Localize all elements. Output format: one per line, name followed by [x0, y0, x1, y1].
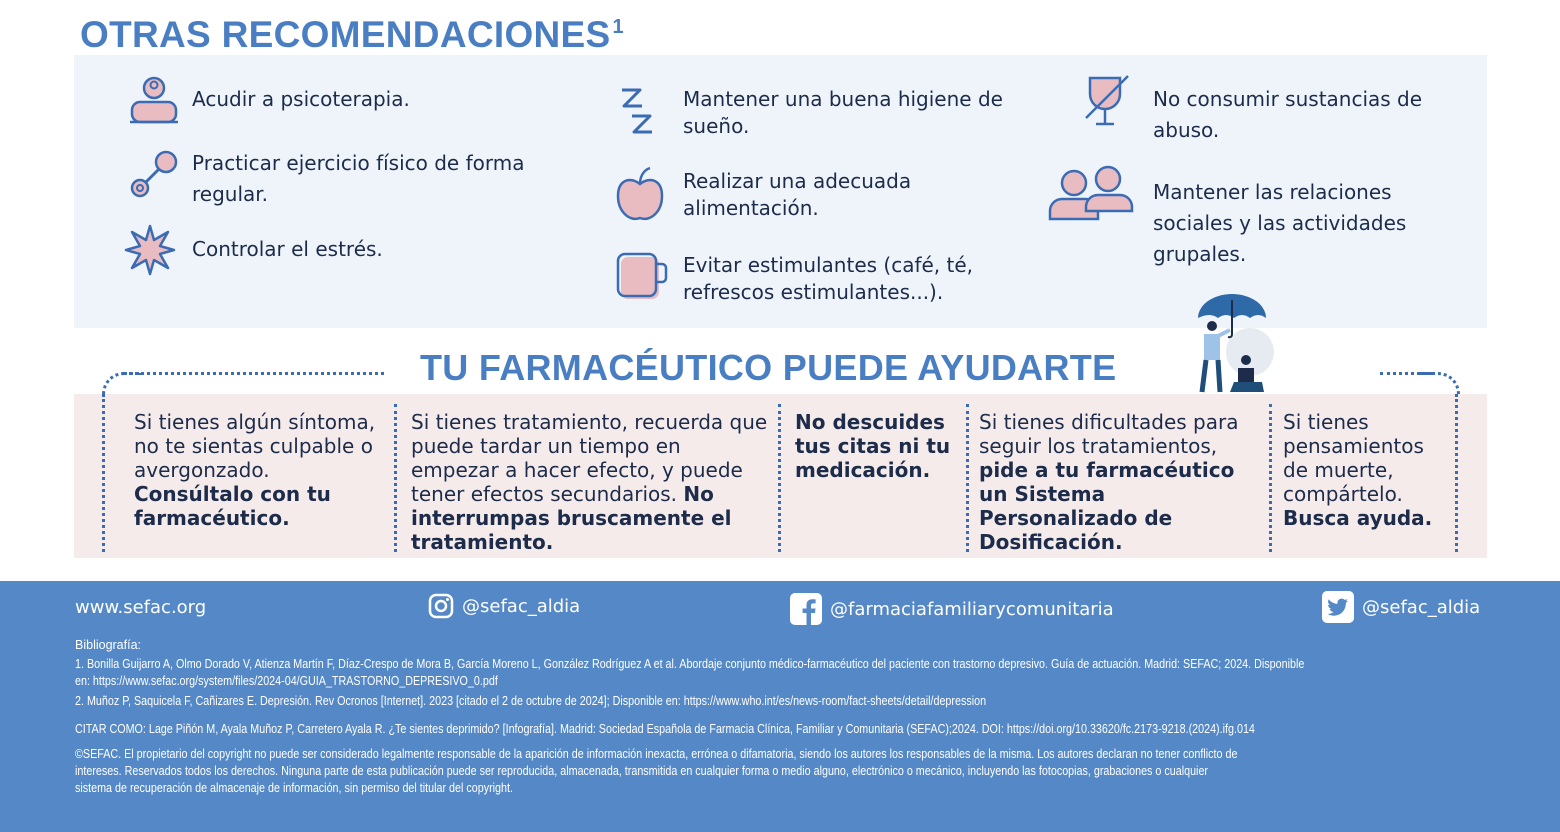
footer: [0, 581, 1560, 832]
instagram-link[interactable]: @sefac_aldia: [428, 593, 580, 619]
recommendation-exercise: [128, 148, 525, 206]
umbrella-people-illustration: [1190, 290, 1280, 396]
advice-column-help: Si tienes pensamientos de muerte, compártelo. Busca ayuda.: [1283, 410, 1433, 530]
recommendation-text: Controlar el estrés.: [192, 237, 383, 261]
recommendation-text: Realizar una adecuada alimentación.: [683, 169, 912, 220]
dotted-separator: [394, 404, 397, 552]
copyright-line-2: intereses. Reservados todos los derechos. Ninguna parte de esta publicación puede ser reproducida, almacenada, transmitida en cualquier forma o medio alguno, electrónico o mecánico, incluyendo las fotocopias, grabaciones o cualquier: [75, 764, 1209, 778]
recommendation-sleep: [614, 84, 1003, 138]
dotted-separator: [1269, 404, 1272, 552]
apple-icon: [614, 166, 666, 224]
bibliography-heading: Bibliografía:: [75, 638, 142, 652]
people-group-icon: [1046, 163, 1136, 223]
recommendation-text: Mantener las relaciones sociales y las actividades grupales.: [1153, 180, 1407, 266]
recommendation-text: Mantener una buena higiene de sueño.: [683, 87, 1003, 138]
recommendation-text: Acudir a psicoterapia.: [192, 87, 410, 111]
recommendation-psychotherapy: [128, 74, 410, 126]
twitter-link[interactable]: @sefac_aldia: [1322, 591, 1480, 623]
dotted-line-left: [122, 372, 384, 375]
recommendation-food: [614, 166, 912, 224]
advice-column-appointments: No descuides tus citas ni tu medicación.: [795, 410, 951, 482]
cup-icon: [616, 252, 668, 304]
section-title-recommendations: OTRAS RECOMENDACIONES $^1$: [80, 14, 624, 55]
advice-column-symptoms: Si tienes algún síntoma, no te sientas culpable o avergonzado. Consúltalo con tu farmacéutico.: [134, 410, 376, 530]
no-glass-icon: [1082, 74, 1134, 126]
facebook-icon: [790, 593, 822, 625]
reference-1-line-1: 1. Bonilla Guijarro A, Olmo Dorado V, Atienza Martín F, Díaz-Crespo de Mora B, García Moreno L, González Rodríguez A et al. Abordaje conjunto médico-farmacéutico del paciente con trastorno depresivo. Guía de actuación. Madrid: SEFAC; 2024. Disponible: [75, 657, 1305, 671]
website-link[interactable]: www.sefac.org: [75, 597, 207, 618]
section-title-pharmacist: TU FARMACÉUTICO PUEDE AYUDARTE: [420, 347, 1117, 388]
recommendation-no-substances: [1082, 74, 1423, 142]
dotted-separator: [778, 404, 781, 552]
reference-2: 2. Muñoz P, Saquicela F, Cañizares E. Depresión. Rev Ocronos [Internet]. 2023 [citado el 2 de octubre de 2024]; Disponible en: https://www.who.int/es/news-room/fact-sheets/detail/depression: [75, 694, 987, 708]
recommendation-stress: [124, 224, 383, 276]
recommendation-text: Practicar ejercicio físico de forma regular.: [192, 151, 525, 206]
dotted-separator: [966, 404, 969, 552]
advice-column-treatment: Si tienes tratamiento, recuerda que puede tardar un tiempo en empezar a hacer efecto, y puede tener efectos secundarios. No interrumpas bruscamente el tratamiento.: [411, 410, 768, 554]
recommendation-text: No consumir sustancias de abuso.: [1153, 87, 1423, 142]
recommendation-text: Evitar estimulantes (café, té, refrescos estimulantes...).: [683, 253, 974, 304]
twitter-icon: [1322, 591, 1354, 623]
sleep-zz-icon: [614, 84, 666, 136]
person-icon: [128, 74, 180, 126]
facebook-link[interactable]: @farmaciafamiliarycomunitaria: [790, 593, 1114, 625]
dotted-separator: [102, 394, 105, 552]
copyright-line-3: sistema de recuperación de almacenaje de información, sin permiso del titular del copyright.: [75, 781, 513, 795]
stress-burst-icon: [124, 224, 176, 276]
recommendation-stimulants: [616, 252, 974, 304]
dumbbell-icon: [128, 148, 180, 200]
instagram-icon: [428, 593, 454, 619]
citation: CITAR COMO: Lage Piñón M, Ayala Muñoz P, Carretero Ayala R. ¿Te sientes deprimido? [Infografía]. Madrid: Sociedad Española de Farmacia Clínica, Familiar y Comunitaria (SEFAC);2024. DOI: https://doi.org/10.33620/fc.2173-9218.(2024).ifg.014: [75, 722, 1255, 736]
reference-1-line-2[interactable]: en: https://www.sefac.org/system/files/2024-04/GUIA_TRASTORNO_DEPRESIVO_0.pdf: [75, 674, 498, 688]
dotted-separator: [1455, 394, 1458, 552]
advice-column-spd: Si tienes dificultades para seguir los tratamientos, pide a tu farmacéutico un Sistema Personalizado de Dosificación.: [979, 410, 1239, 554]
copyright-line-1: ©SEFAC. El propietario del copyright no puede ser considerado legalmente responsable de la aparición de información inexacta, errónea o difamatoria, siendo los autores los responsables de la misma. Los autores declaran no tener conflicto de: [75, 747, 1238, 761]
recommendation-social: [1046, 163, 1407, 266]
